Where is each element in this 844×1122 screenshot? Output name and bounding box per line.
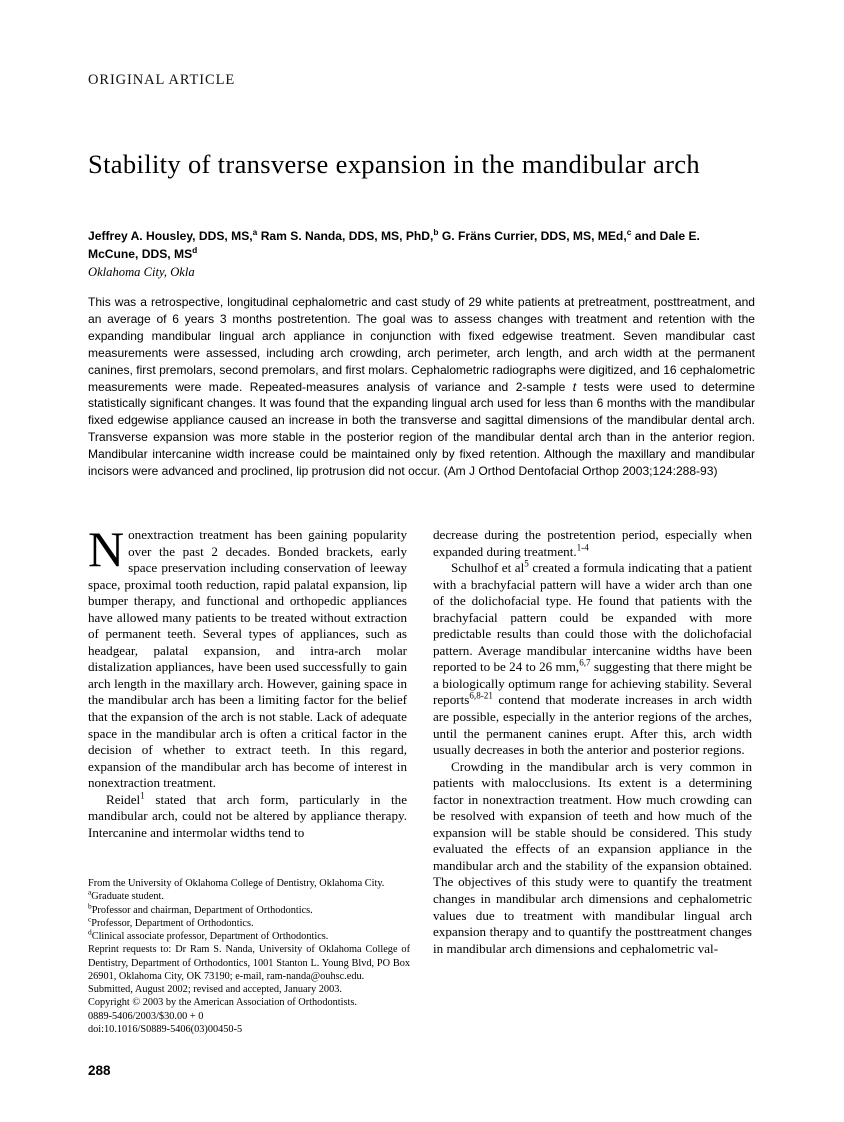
footnote-d (88, 927, 410, 943)
reference-marker: 1-4 (576, 542, 589, 553)
abstract (88, 294, 755, 480)
page-number: 288 (88, 1063, 111, 1078)
footnote-submitted-dates: Submitted, August 2002; revised and accepted, January 2003. (88, 984, 342, 995)
drop-cap: N (88, 521, 125, 577)
footnote-d-text: Clinical associate professor, Department of Orthodontics. (91, 931, 329, 942)
author-1-affiliation-marker: a (252, 226, 258, 237)
footnote-source: From the University of Oklahoma College of Dentistry, Oklahoma City. (88, 878, 385, 889)
author-3-affiliation-marker: c (626, 226, 632, 237)
author-list (88, 228, 728, 263)
footnote-c (88, 914, 410, 930)
abstract-part-1: This was a retrospective, longitudinal cephalometric and cast study of 29 white patients at pretreatment, posttreatment, and an average of 6 years 3 months postretention. The goal was to assess changes with treatment and retention with the expanding mandibular lingual arch appliance in conjunction with fixed edgewise treatment. Seven mandibular cast measurements were assessed, including arch crowding, arch perimeter, arch length, and arch width at the permanent canines, first premolars, second premolars, and first molars. Cephalometric radiographs were digitized, and 16 cephalometric measurements were made. Repeated-measures analysis of variance and 2-sample (88, 295, 755, 394)
author-4: and Dale E. McCune, DDS, MS (88, 229, 700, 261)
paragraph-intro (88, 521, 407, 792)
paragraph-continued-text: decrease during the postretention period, especially when expanded during treatment. (433, 527, 752, 559)
author-1: Jeffrey A. Housley, DDS, MS, (88, 229, 253, 243)
body-column-right (433, 527, 752, 957)
body-column-left (88, 521, 407, 841)
footnote-marker-a: a (88, 887, 92, 897)
author-2: Ram S. Nanda, DDS, MS, PhD, (257, 229, 434, 243)
footnote-copyright: Copyright © 2003 by the American Association of Orthodontists. (88, 997, 357, 1009)
footnote-b (88, 901, 410, 917)
paragraph-schulhof-text-2: suggesting that there might be a biologically optimum range for achieving stability. Several reports (433, 659, 752, 708)
paragraph-intro-text: onextraction treatment has been gaining popularity over the past 2 decades. Bonded brackets, early space preservation including conservation of leeway space, proximal tooth reduction, rapid palatal expansion, lip bumper therapy, and functional and orthopedic appliances have allowed many patients to be treated without extraction of permanent teeth. Several types of appliances, such as headgear, palatal expansion, and intra-arch molar distalization appliances, have been used successfully to gain arch length in the maxillary arch. However, gaining space in the mandibular arch has been a limiting factor for the belief that the expansion of the arch is not stable. Lack of adequate space in the mandibular arch is often a critical factor in the decision of whether to extract teeth. In this regard, expansion of the mandibular arch has become of interest in nonextraction treatment. (88, 527, 407, 791)
footnote-b-text: Professor and chairman, Department of Orthodontics. (91, 904, 313, 916)
paragraph-schulhof-text-3: contend that moderate increases in arch width are possible, especially in the anterior regions of the arches, until the permanent canines erupt. After this, arch width usually decreases in both the anterior and posterior regions. (433, 692, 752, 758)
footnote-doi: doi:10.1016/S0889-5406(03)00450-5 (88, 1023, 243, 1035)
paragraph-schulhof-text-1: created a formula indicating that a patient with a brachyfacial pattern will have a wider arch than one of the dolichofacial type. He found that patients with the brachyfacial pattern could be expanded with more predictable results than could those with the dolichofacial pattern. Average mandibular intercanine widths have been reported to be 24 to 26 mm, (433, 560, 753, 675)
author-3: G. Fräns Currier, DDS, MS, MEd, (438, 229, 627, 243)
page-title: Stability of transverse expansion in the mandibular arch (88, 148, 701, 179)
footnote-marker-c: c (88, 914, 92, 924)
paragraph-schulhof (433, 560, 752, 759)
reference-marker: 6,7 (579, 658, 591, 669)
footnote-block (88, 877, 410, 1036)
author-4-affiliation-marker: d (192, 244, 198, 255)
reference-marker: 1 (140, 790, 145, 801)
reference-marker: 5 (524, 558, 529, 569)
schulhof-citation-name: Schulhof et al (451, 560, 525, 576)
author-2-affiliation-marker: b (433, 226, 439, 237)
reidel-citation-name: Reidel (106, 791, 141, 807)
affiliation-city: Oklahoma City, Okla (88, 265, 195, 279)
article-type-kicker: ORIGINAL ARTICLE (88, 72, 236, 88)
reference-marker: 6,8-21 (469, 691, 493, 702)
abstract-part-2: tests were used to determine statistically significant changes. It was found that the expanding lingual arch used for less than 6 months with the mandibular fixed edgewise appliance caused an increase in both the transverse and sagittal dimensions of the mandibular dental arch. Transverse expansion was more stable in the posterior region of the mandibular dental arch than in the anterior region. Mandibular intercanine width increase could be maintained only by fixed retention. Although the maxillary and mandibular incisors were advanced and proclined, lip protrusion did not occur. (Am J Orthod Dentofacial Orthop 2003;124:288-93) (88, 379, 755, 479)
paragraph-reidel (88, 792, 407, 842)
footnote-marker-b: b (88, 901, 92, 911)
paragraph-crowding: Crowding in the mandibular arch is very common in patients with malocclusions. Its extent is a determining factor in nonextraction treatment. How much crowding can be resolved with expansion of teeth and how much of the expansion will be stable should be considered. This study evaluated the effects of an expansion appliance in the mandibular arch and the stability of the expansion obtained. The objectives of this study were to quantify the treatment changes in mandibular arch dimensions and cephalometric values due to treatment with mandibular lingual arch expansion therapy and to quantify the posttreatment changes in mandibular arch dimensions and cephalometric val- (433, 758, 752, 956)
footnote-a-text: Graduate student. (91, 891, 164, 903)
footnote-issn: 0889-5406/2003/$30.00 + 0 (88, 1010, 204, 1022)
footnote-c-text: Professor, Department of Orthodontics. (91, 917, 254, 929)
footnote-a (88, 887, 410, 903)
footnote-reprint-requests: Reprint requests to: Dr Ram S. Nanda, University of Oklahoma College of Dentistry, Department of Orthodontics, 1001 Stanton L. Young Blvd, PO Box 26901, Oklahoma City, OK 73190; e-mail, ram-nanda@ouhsc.edu. (88, 944, 410, 982)
abstract-italic-t: t (572, 379, 577, 394)
paragraph-reidel-text: stated that arch form, particularly in the mandibular arch, could not be altered by appliance therapy. Intercanine and intermolar widths tend to (88, 791, 407, 840)
paragraph-continued (433, 527, 752, 560)
footnote-marker-d: d (88, 927, 92, 937)
